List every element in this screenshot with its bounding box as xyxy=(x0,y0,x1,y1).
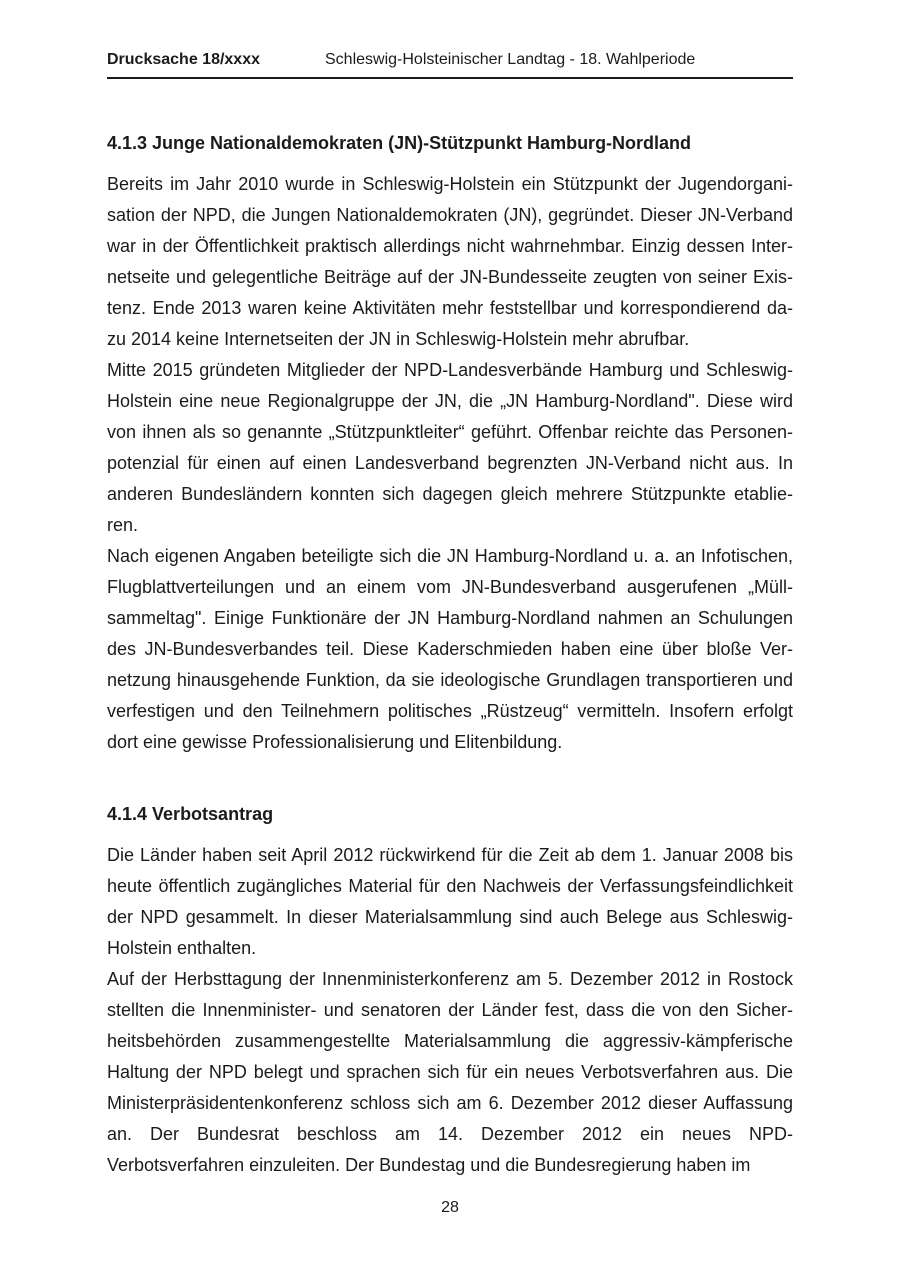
text-line: Mitte 2015 gründeten Mitglieder der NPD-Landesverbände Hamburg und Schleswig- xyxy=(107,360,793,380)
text-line: tenz. Ende 2013 waren keine Aktivitäten mehr feststellbar und korrespondierend da- xyxy=(107,298,793,318)
text-line: Verbotsverfahren einzuleiten. Der Bundestag und die Bundesregierung haben im xyxy=(107,1155,751,1175)
document-body xyxy=(107,130,793,1181)
text-line: Holstein enthalten. xyxy=(107,938,257,958)
paragraph xyxy=(107,541,793,758)
text-line: sammeltag". Einige Funktionäre der JN Hamburg-Nordland nahmen an Schulungen xyxy=(107,608,793,628)
text-line: Holstein eine neue Regionalgruppe der JN, die „JN Hamburg-Nordland". Diese wird xyxy=(107,391,793,411)
text-line: potenzial für einen auf einen Landesverband begrenzten JN-Verband nicht aus. In xyxy=(107,453,793,473)
section-heading: 4.1.4 Verbotsantrag xyxy=(107,804,274,824)
text-line: Haltung der NPD belegt und sprachen sich für ein neues Verbotsverfahren aus. Die xyxy=(107,1062,793,1082)
text-line: von ihnen als so genannte „Stützpunktleiter“ geführt. Offenbar reichte das Personen- xyxy=(107,422,793,442)
text-line: Bereits im Jahr 2010 wurde in Schleswig-Holstein ein Stützpunkt der Jugendorgani- xyxy=(107,174,793,194)
text-line: war in der Öffentlichkeit praktisch allerdings nicht wahrnehmbar. Einzig dessen Inter- xyxy=(107,236,793,256)
text-line: ren. xyxy=(107,515,139,535)
page-content xyxy=(107,0,793,1218)
doc-number: Drucksache 18/xxxx xyxy=(107,51,260,68)
text-line: netseite und gelegentliche Beiträge auf der JN-Bundesseite zeugten von seiner Exis- xyxy=(107,267,793,287)
text-line: heute öffentlich zugängliches Material für den Nachweis der Verfassungsfeindlichkeit xyxy=(107,876,793,896)
paragraph xyxy=(107,169,793,355)
header-title: Schleswig-Holsteinischer Landtag - 18. Wahlperiode xyxy=(325,51,696,68)
page-header xyxy=(107,0,793,79)
text-line: Nach eigenen Angaben beteiligte sich die JN Hamburg-Nordland u. a. an Infotischen, xyxy=(107,546,793,566)
text-line: zu 2014 keine Internetseiten der JN in Schleswig-Holstein mehr abrufbar. xyxy=(107,329,690,349)
page-number: 28 xyxy=(441,1199,459,1216)
page-footer xyxy=(107,1198,793,1218)
text-line: Ministerpräsidentenkonferenz schloss sich am 6. Dezember 2012 dieser Auffassung xyxy=(107,1093,793,1113)
section-heading: 4.1.3 Junge Nationaldemokraten (JN)-Stützpunkt Hamburg-Nordland xyxy=(107,133,692,153)
text-line: anderen Bundesländern konnten sich dagegen gleich mehrere Stützpunkte etablie- xyxy=(107,484,793,504)
text-line: stellten die Innenminister- und senatoren der Länder fest, dass die von den Sicher- xyxy=(107,1000,793,1020)
text-line: der NPD gesammelt. In dieser Materialsammlung sind auch Belege aus Schleswig- xyxy=(107,907,793,927)
text-line: an. Der Bundesrat beschloss am 14. Dezember 2012 ein neues NPD- xyxy=(107,1124,793,1144)
text-line: heitsbehörden zusammengestellte Materialsammlung die aggressiv-kämpferische xyxy=(107,1031,793,1051)
section-4-1-4 xyxy=(107,801,793,1181)
text-line: verfestigen und den Teilnehmern politisches „Rüstzeug“ vermitteln. Insofern erfolgt xyxy=(107,701,793,721)
text-line: dort eine gewisse Professionalisierung und Elitenbildung. xyxy=(107,732,563,752)
text-line: Flugblattverteilungen und an einem vom JN-Bundesverband ausgerufenen „Müll- xyxy=(107,577,793,597)
text-line: des JN-Bundesverbandes teil. Diese Kaderschmieden haben eine über bloße Ver- xyxy=(107,639,793,659)
text-line: netzung hinausgehende Funktion, da sie ideologische Grundlagen transportieren und xyxy=(107,670,793,690)
text-line: Auf der Herbsttagung der Innenministerkonferenz am 5. Dezember 2012 in Rostock xyxy=(107,969,793,989)
text-line: Die Länder haben seit April 2012 rückwirkend für die Zeit ab dem 1. Januar 2008 bis xyxy=(107,845,793,865)
paragraph xyxy=(107,840,793,964)
section-4-1-3 xyxy=(107,130,793,758)
paragraph xyxy=(107,355,793,541)
paragraph xyxy=(107,964,793,1181)
text-line: sation der NPD, die Jungen Nationaldemokraten (JN), gegründet. Dieser JN-Verband xyxy=(107,205,793,225)
